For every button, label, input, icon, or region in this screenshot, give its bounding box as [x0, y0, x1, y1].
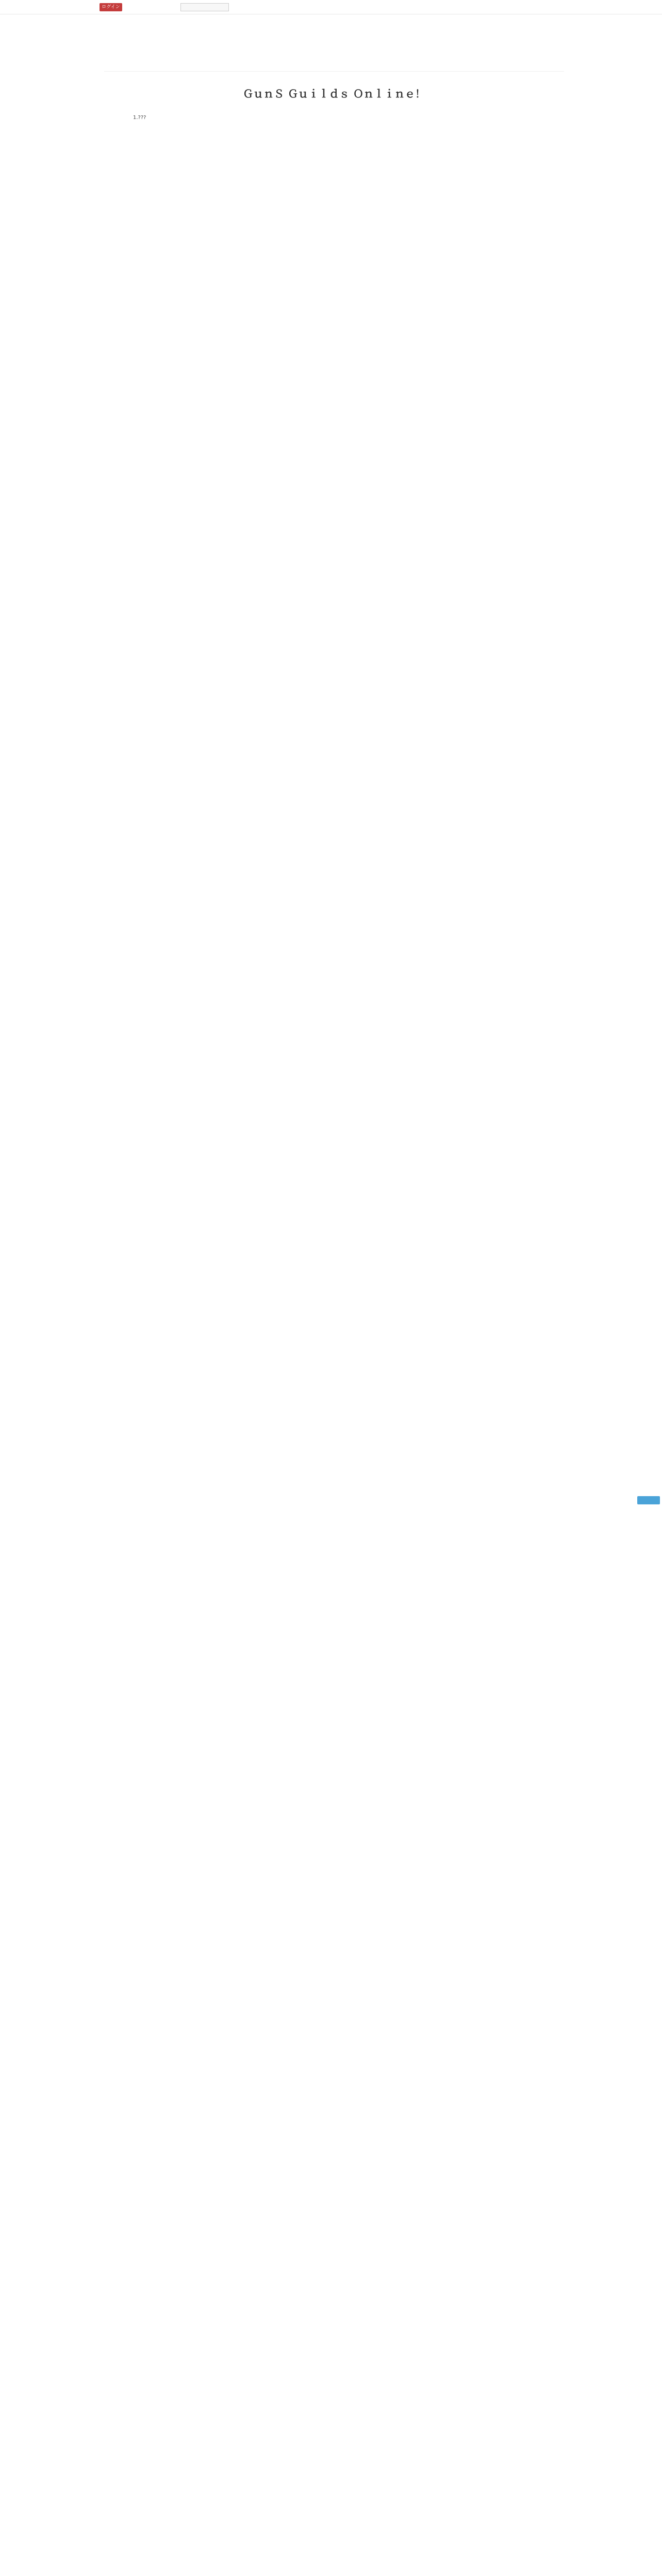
- body-paragraph: [133, 2140, 535, 2169]
- body-paragraph: [133, 894, 535, 923]
- body-paragraph: [133, 2381, 535, 2410]
- body-paragraph: [133, 1618, 535, 1647]
- body-paragraph: [133, 1336, 535, 1365]
- episode-subtitle: 1.???: [133, 115, 146, 121]
- body-paragraph: [133, 1296, 535, 1325]
- nav-item-1[interactable]: [127, 3, 144, 11]
- header-right-link[interactable]: [542, 3, 561, 11]
- article-body: [133, 131, 535, 2576]
- login-notice: [105, 24, 466, 31]
- body-paragraph: [133, 493, 535, 521]
- body-paragraph: [133, 1055, 535, 1084]
- body-paragraph: [133, 814, 535, 843]
- body-paragraph: [133, 2100, 535, 2129]
- article-title: ＧｕｎＳ Ｇｕｉｌｄｓ Ｏｎｌｉｎｅ！: [243, 88, 425, 100]
- body-paragraph: [133, 1578, 535, 1606]
- body-paragraph: [133, 171, 535, 200]
- nav-item-3[interactable]: [162, 3, 177, 11]
- body-paragraph: [133, 2421, 535, 2450]
- body-paragraph: [133, 452, 535, 481]
- body-paragraph: [133, 1738, 535, 1767]
- body-paragraph: [133, 1095, 535, 1124]
- body-paragraph: [133, 1778, 535, 1807]
- body-paragraph: [133, 1256, 535, 1285]
- body-paragraph: [133, 2341, 535, 2370]
- body-paragraph: [133, 2221, 535, 2249]
- body-paragraph: [133, 1015, 535, 1044]
- body-paragraph: [133, 693, 535, 722]
- body-paragraph: [133, 1939, 535, 1968]
- body-paragraph: [133, 1377, 535, 1405]
- body-paragraph: [133, 1136, 535, 1164]
- nav-item-2[interactable]: [147, 3, 159, 11]
- body-paragraph: [133, 975, 535, 1004]
- body-paragraph: [133, 1537, 535, 1566]
- body-paragraph: [133, 935, 535, 963]
- body-paragraph: [133, 372, 535, 401]
- search-input[interactable]: [180, 3, 229, 11]
- body-paragraph: [133, 2261, 535, 2290]
- body-paragraph: [133, 1698, 535, 1727]
- body-paragraph: [133, 211, 535, 240]
- body-paragraph: [133, 533, 535, 562]
- body-paragraph: [133, 2060, 535, 2089]
- body-paragraph: [133, 2462, 535, 2490]
- body-paragraph: [133, 1819, 535, 1848]
- body-paragraph: [133, 613, 535, 642]
- body-paragraph: [133, 1417, 535, 1446]
- body-paragraph: [133, 2502, 535, 2531]
- body-paragraph: [133, 1216, 535, 1245]
- top-bar: [0, 0, 662, 14]
- body-paragraph: [133, 131, 535, 160]
- body-paragraph: [133, 412, 535, 441]
- body-paragraph: [133, 2180, 535, 2209]
- body-paragraph: [133, 1176, 535, 1205]
- body-paragraph: [133, 774, 535, 803]
- body-paragraph: [133, 573, 535, 602]
- body-paragraph: [133, 854, 535, 883]
- body-paragraph: [133, 1979, 535, 2008]
- body-paragraph: [133, 653, 535, 682]
- body-paragraph: [133, 2301, 535, 2330]
- back-to-top-button[interactable]: [637, 1496, 660, 1504]
- body-paragraph: [133, 1457, 535, 1486]
- breadcrumb: [105, 35, 466, 43]
- body-paragraph: [133, 1899, 535, 1928]
- body-paragraph: [133, 332, 535, 361]
- body-paragraph: [133, 1859, 535, 1888]
- episode-nav-top: [0, 55, 662, 64]
- body-paragraph: [133, 734, 535, 762]
- login-button[interactable]: ログイン: [100, 3, 122, 11]
- body-paragraph: [133, 251, 535, 280]
- body-paragraph: [133, 2542, 535, 2571]
- body-paragraph: [133, 292, 535, 320]
- body-paragraph: [133, 1497, 535, 1526]
- body-paragraph: [133, 2020, 535, 2048]
- article: [104, 71, 564, 2576]
- body-paragraph: [133, 1658, 535, 1687]
